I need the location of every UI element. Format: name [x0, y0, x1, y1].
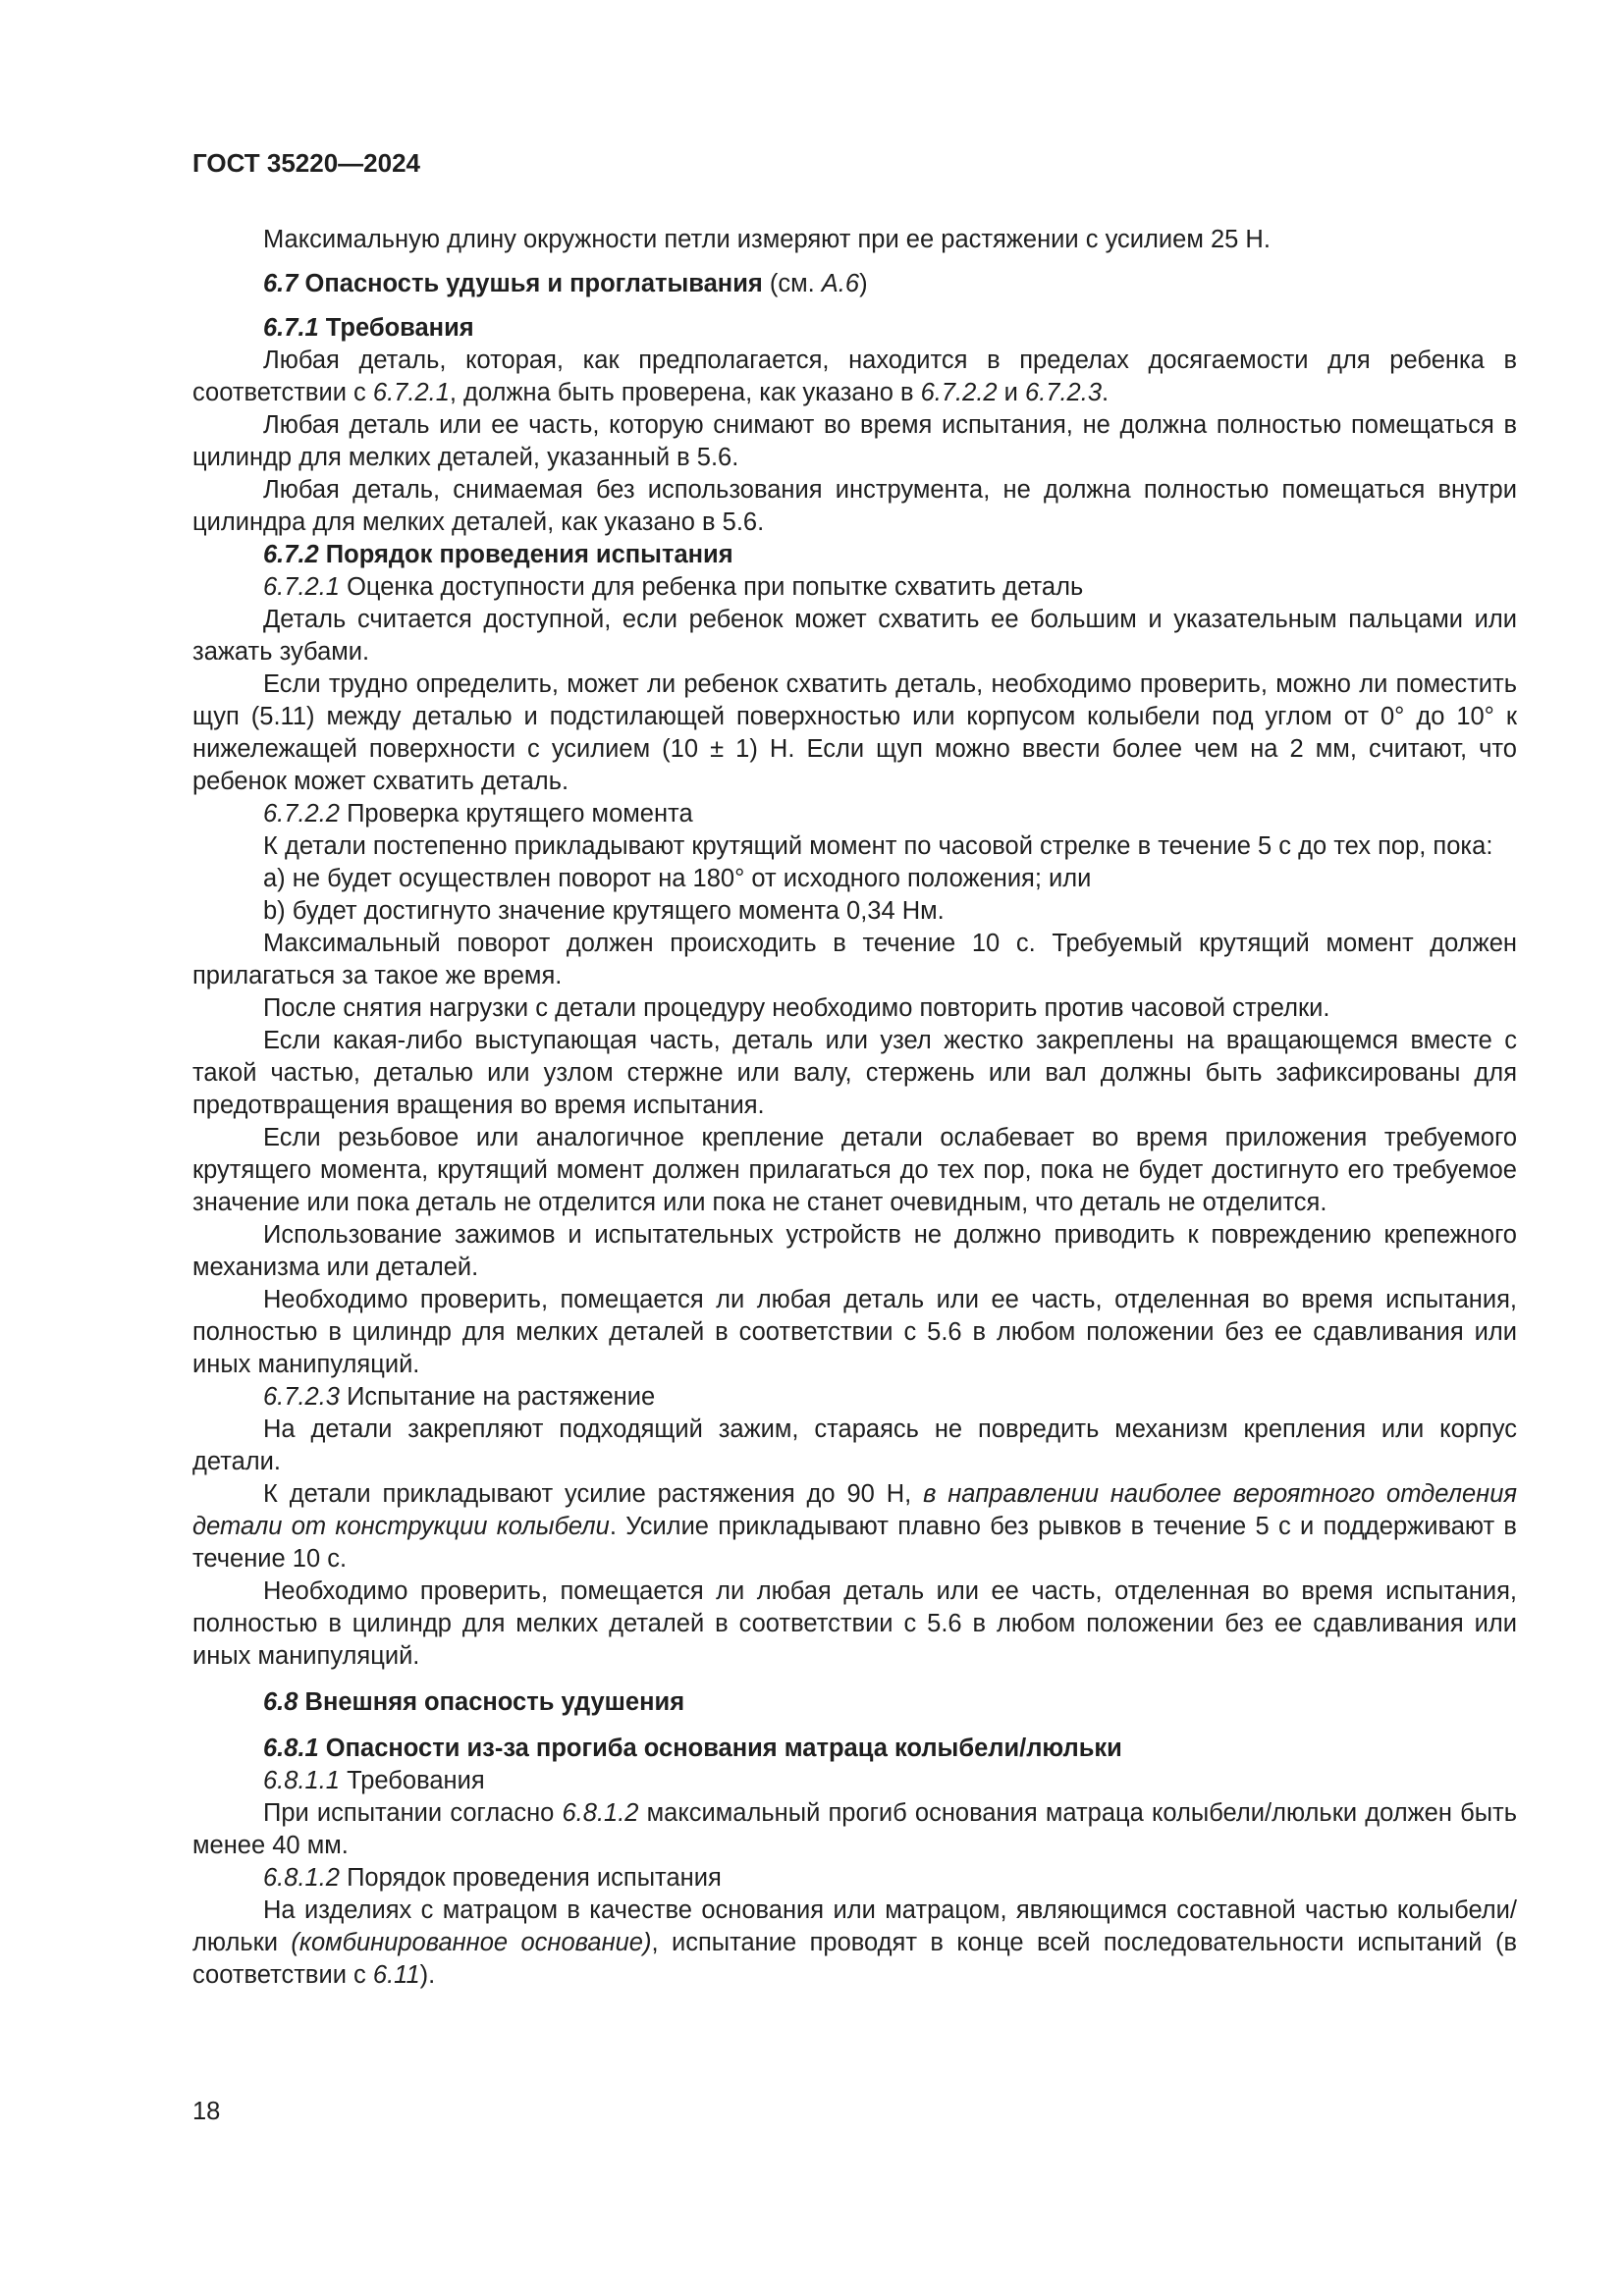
text-run: Любая деталь, которая, как предполагается, находится в пределах досягаемости для ребенка в соответствии с	[192, 347, 1517, 406]
subheading-title: Проверка крутящего момента	[339, 800, 693, 828]
paragraph-6-7-2-2-b: Максимальный поворот должен происходить в течение 10 с. Требуемый крутящий момент должен прилагаться за такое же время.	[192, 930, 1517, 989]
subheading-number: 6.7.2.2	[263, 800, 340, 828]
heading-title: Опасность удушья и проглатывания	[298, 270, 763, 297]
paragraph-6-8-1-1	[192, 1797, 1517, 1862]
subheading-title: Порядок проведения испытания	[339, 1864, 722, 1892]
subheading-title: Испытание на растяжение	[339, 1383, 656, 1411]
list-item-b: b) будет достигнуто значение крутящего момента 0,34 Нм.	[263, 897, 945, 925]
text-run: и	[997, 379, 1026, 406]
paragraph-loop-measure: Максимальную длину окружности петли измеряют при ее растяжении с усилием 25 Н.	[263, 226, 1271, 253]
subheading-6-8-1-1	[192, 1765, 1517, 1797]
heading-ref: А.6	[821, 270, 860, 297]
paragraph-6-7-2-3-c: Необходимо проверить, помещается ли любая деталь или ее часть, отделенная во время испытания, полностью в цилиндр для мелких деталей в соответствии с 5.6 в любом положении без ее сдавливания или иных манипуляций.	[192, 1577, 1517, 1670]
paragraph-6-7-2-1-b: Если трудно определить, может ли ребенок схватить деталь, необходимо проверить, можно ли поместить щуп (5.11) между деталью и подстилающей поверхностью или корпусом колыбели под углом от 0° до 10° к нижележащей поверхности с усилием (10 ± 1) Н. Если щуп можно ввести более чем на 2 мм, считают, что ребенок может схватить деталь.	[192, 670, 1517, 795]
heading-number: 6.7	[263, 270, 298, 297]
paragraph-6-7-2-2-e: Если резьбовое или аналогичное крепление детали ослабевает во время приложения требуемого крутящего момента, крутящий момент должен прилагаться до тех пор, пока не будет достигнуто его требуемое значение или пока деталь не отделится или пока не станет очевидным, что деталь не отделится.	[192, 1124, 1517, 1216]
heading-number: 6.8.1	[263, 1735, 319, 1762]
text-run: , испытание проводят в конце всей последовательности испытаний (в соответствии с	[192, 1929, 1517, 1989]
text-run: На изделиях с матрацом в качестве основания или матрацом, являющимся составной частью колыбели/люльки	[192, 1896, 1517, 1956]
text-run: К детали прикладывают усилие растяжения до 90 Н,	[263, 1480, 924, 1508]
clause-ref: 6.8.1.2	[562, 1799, 639, 1827]
text-run: максимальный прогиб основания матраца колыбели/люльки должен быть менее 40 мм.	[192, 1799, 1517, 1859]
clause-ref: 6.11	[372, 1961, 420, 1989]
heading-title: Опасности из-за прогиба основания матраца колыбели/люльки	[318, 1735, 1122, 1762]
heading-title: Порядок проведения испытания	[318, 541, 733, 568]
text-run: .	[1102, 379, 1110, 406]
paragraph-6-7-2-2-d: Если какая-либо выступающая часть, деталь или узел жестко закреплены на вращающемся вместе с такой частью, деталью или узлом стержне или валу, стержень или вал должны быть зафиксированы для предотвращения вращения во время испытания.	[192, 1027, 1517, 1119]
subheading-6-8-1-2	[192, 1862, 1517, 1895]
paragraph-6-7-2-2-g: Необходимо проверить, помещается ли любая деталь или ее часть, отделенная во время испытания, полностью в цилиндр для мелких деталей в соответствии с 5.6 в любом положении без ее сдавливания или иных манипуляций.	[192, 1286, 1517, 1378]
text-run: , должна быть проверена, как указано в	[449, 379, 921, 406]
document-body	[192, 224, 1517, 1992]
subheading-6-7-2-1	[192, 571, 1517, 604]
paragraph-6-7-2-2-c: После снятия нагрузки с детали процедуру необходимо повторить против часовой стрелки.	[263, 994, 1330, 1022]
paragraph-6-7-2-1-a: Деталь считается доступной, если ребенок может схватить ее большим и указательным пальцами или зажать зубами.	[192, 606, 1517, 666]
subheading-6-7-2-2	[192, 798, 1517, 830]
emphasis-text: (комбинированное основание)	[291, 1929, 652, 1956]
list-item-a: a) не будет осуществлен поворот на 180° от исходного положения; или	[263, 865, 1092, 892]
heading-number: 6.7.2	[263, 541, 319, 568]
subheading-number: 6.7.2.3	[263, 1383, 340, 1411]
subheading-number: 6.8.1.1	[263, 1767, 340, 1794]
heading-6-7-2	[192, 539, 1517, 571]
heading-ref-open: (см.	[762, 270, 822, 297]
text-run: . Усилие прикладывают плавно без рывков в течение 5 с и поддерживают в течение 10 с.	[192, 1513, 1517, 1573]
heading-6-7	[192, 268, 1517, 300]
page-number: 18	[192, 2098, 221, 2125]
paragraph-6-8-1-2	[192, 1895, 1517, 1992]
paragraph-6-7-2-3-b	[192, 1478, 1517, 1575]
subheading-number: 6.7.2.1	[263, 573, 340, 601]
standard-header: ГОСТ 35220—2024	[192, 148, 420, 178]
heading-6-8-1	[192, 1733, 1517, 1765]
clause-ref: 6.7.2.1	[372, 379, 450, 406]
subheading-number: 6.8.1.2	[263, 1864, 340, 1892]
paragraph-6-7-1-c: Любая деталь, снимаемая без использования инструмента, не должна полностью помещаться внутри цилиндра для мелких деталей, как указано в 5.6.	[192, 476, 1517, 536]
subheading-title: Требования	[339, 1767, 485, 1794]
heading-title: Внешняя опасность удушения	[298, 1688, 685, 1716]
text-run: ).	[419, 1961, 436, 1989]
clause-ref: 6.7.2.3	[1025, 379, 1102, 406]
emphasis-text: в направлении наиболее вероятного отделения детали от конструкции колыбели	[192, 1480, 1517, 1540]
subheading-6-7-2-3	[192, 1381, 1517, 1414]
paragraph-6-7-2-3-a: На детали закрепляют подходящий зажим, стараясь не повредить механизм крепления или корпус детали.	[192, 1415, 1517, 1475]
heading-title: Требования	[318, 314, 474, 342]
heading-6-7-1	[192, 312, 1517, 345]
paragraph-6-7-2-2-a: К детали постепенно прикладывают крутящий момент по часовой стрелке в течение 5 с до тех пор, пока:	[263, 832, 1493, 860]
paragraph-6-7-1-a	[192, 345, 1517, 409]
paragraph-6-7-1-b: Любая деталь или ее часть, которую снимают во время испытания, не должна полностью помещаться в цилиндр для мелких деталей, указанный в 5.6.	[192, 411, 1517, 471]
clause-ref: 6.7.2.2	[920, 379, 998, 406]
heading-6-8	[192, 1686, 1517, 1719]
subheading-title: Оценка доступности для ребенка при попытке схватить деталь	[339, 573, 1084, 601]
heading-ref-close: )	[859, 270, 868, 297]
text-run: При испытании согласно	[263, 1799, 563, 1827]
paragraph-6-7-2-2-f: Использование зажимов и испытательных устройств не должно приводить к повреждению крепежного механизма или деталей.	[192, 1221, 1517, 1281]
heading-number: 6.7.1	[263, 314, 319, 342]
heading-number: 6.8	[263, 1688, 298, 1716]
